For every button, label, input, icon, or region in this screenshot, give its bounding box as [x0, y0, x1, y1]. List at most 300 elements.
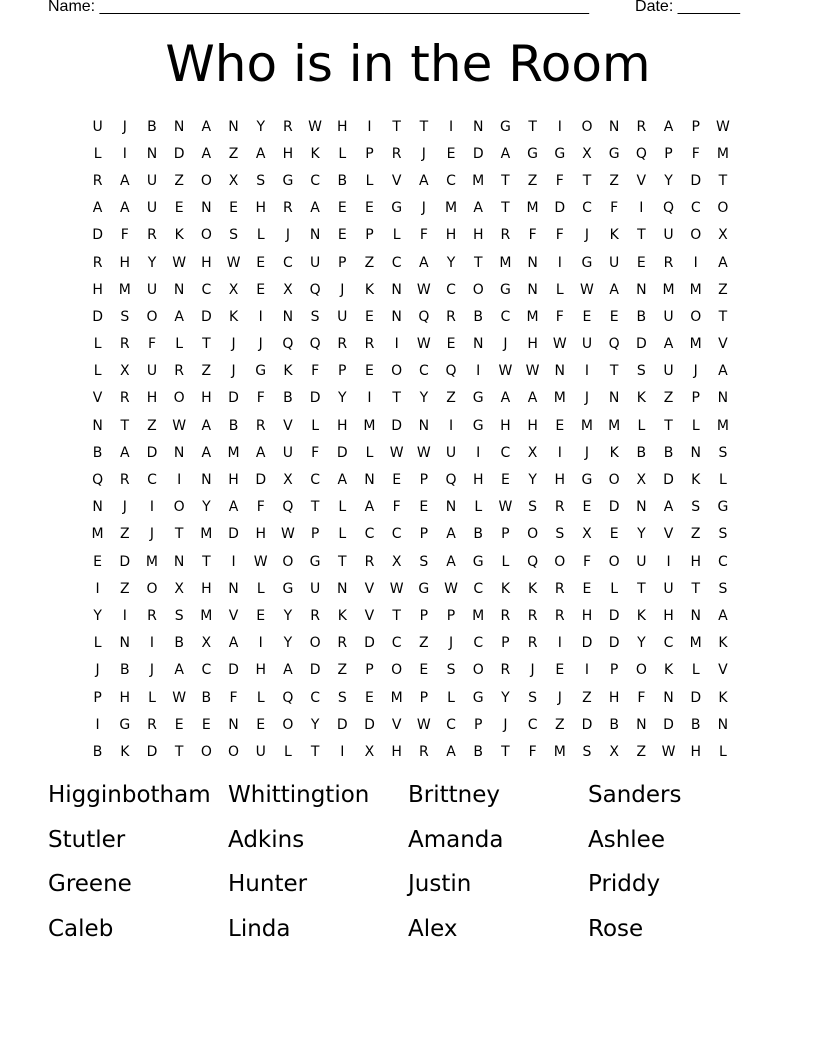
- word-list-item: Alex: [408, 915, 458, 942]
- grid-letter: J: [231, 336, 236, 353]
- grid-letter: H: [337, 417, 348, 434]
- grid-letter: C: [418, 363, 429, 380]
- grid-letter: S: [718, 444, 728, 461]
- grid-letter: S: [528, 689, 538, 706]
- grid-letter: Y: [338, 390, 347, 407]
- grid-letter: Z: [636, 743, 647, 760]
- grid-letter: I: [149, 499, 155, 516]
- grid-letter: R: [554, 499, 565, 516]
- word-list-item: Hunter: [228, 871, 308, 897]
- grid-letter: C: [582, 200, 592, 217]
- grid-letter: G: [581, 254, 593, 271]
- grid-letter: S: [174, 607, 184, 624]
- grid-letter: V: [228, 607, 239, 624]
- grid-letter: K: [528, 580, 538, 597]
- grid-letter: K: [364, 281, 375, 298]
- grid-letter: K: [636, 607, 646, 624]
- grid-letter: K: [120, 743, 130, 760]
- grid-letter: E: [419, 662, 429, 679]
- grid-letter: D: [336, 716, 348, 733]
- grid-letter: E: [582, 308, 592, 325]
- grid-letter: H: [581, 607, 593, 624]
- grid-letter: N: [527, 254, 538, 271]
- grid-letter: N: [608, 118, 620, 135]
- grid-letter: I: [448, 118, 454, 135]
- grid-letter: C: [690, 200, 701, 217]
- grid-letter: B: [119, 662, 130, 679]
- grid-letter: L: [719, 472, 727, 489]
- grid-letter: J: [149, 526, 155, 543]
- grid-letter: U: [146, 200, 158, 217]
- grid-letter: R: [446, 308, 456, 325]
- grid-letter: D: [309, 390, 321, 407]
- grid-letter: S: [419, 553, 429, 570]
- grid-letter: E: [582, 580, 592, 597]
- grid-letter: U: [146, 363, 158, 380]
- grid-letter: I: [122, 607, 127, 624]
- grid-letter: K: [718, 689, 728, 706]
- grid-letter: R: [119, 336, 130, 353]
- grid-letter: A: [663, 336, 674, 353]
- grid-letter: R: [174, 363, 185, 380]
- grid-letter: M: [526, 308, 539, 325]
- grid-letter: S: [310, 308, 320, 325]
- grid-letter: P: [473, 716, 483, 733]
- grid-letter: G: [391, 200, 403, 217]
- grid-letter: A: [255, 145, 266, 162]
- grid-letter: Z: [174, 172, 184, 189]
- grid-letter: T: [664, 417, 673, 434]
- grid-letter: I: [367, 390, 372, 407]
- grid-letter: M: [689, 336, 702, 353]
- grid-letter: E: [555, 662, 565, 679]
- grid-letter: U: [92, 118, 103, 135]
- grid-letter: U: [445, 444, 457, 461]
- grid-letter: O: [173, 390, 185, 407]
- grid-letter: H: [554, 472, 566, 489]
- grid-letter: L: [148, 689, 156, 706]
- grid-letter: U: [581, 336, 593, 353]
- grid-letter: K: [718, 635, 728, 652]
- grid-letter: C: [391, 635, 402, 652]
- grid-letter: G: [418, 580, 430, 597]
- grid-letter: I: [557, 635, 562, 652]
- grid-letter: Z: [419, 635, 429, 652]
- grid-letter: W: [715, 118, 730, 135]
- grid-letter: I: [177, 472, 182, 489]
- grid-letter: E: [582, 499, 592, 516]
- grid-letter: R: [500, 662, 511, 679]
- grid-letter: S: [582, 743, 592, 760]
- word-list-item: Caleb: [48, 915, 114, 942]
- grid-letter: P: [664, 145, 673, 162]
- grid-letter: E: [174, 200, 184, 217]
- grid-letter: D: [336, 444, 348, 461]
- grid-letter: I: [584, 662, 590, 679]
- grid-letter: W: [389, 444, 404, 461]
- grid-letter: Y: [637, 526, 646, 543]
- grid-letter: I: [95, 580, 100, 597]
- grid-letter: P: [338, 254, 347, 271]
- grid-letter: S: [446, 662, 456, 679]
- grid-letter: Q: [309, 336, 321, 353]
- grid-letter: G: [282, 172, 294, 189]
- grid-letter: M: [472, 607, 485, 624]
- grid-letter: J: [122, 499, 127, 516]
- grid-letter: J: [149, 662, 155, 679]
- grid-letter: U: [636, 553, 647, 570]
- grid-letter: B: [92, 743, 103, 760]
- grid-letter: T: [174, 743, 184, 760]
- grid-letter: W: [416, 716, 431, 733]
- grid-letter: I: [258, 635, 263, 652]
- grid-letter: S: [718, 526, 728, 543]
- grid-letter: F: [229, 689, 238, 706]
- grid-letter: O: [717, 200, 729, 217]
- grid-letter: F: [691, 145, 700, 162]
- grid-letter: R: [364, 336, 375, 353]
- grid-letter: A: [228, 499, 239, 516]
- grid-letter: A: [337, 472, 348, 489]
- grid-letter: Q: [445, 363, 457, 380]
- grid-letter: T: [310, 743, 320, 760]
- grid-letter: M: [499, 254, 512, 271]
- grid-letter: M: [716, 417, 729, 434]
- grid-letter: Y: [310, 716, 320, 733]
- grid-letter: E: [636, 254, 646, 271]
- grid-letter: A: [201, 145, 212, 162]
- grid-letter: Q: [282, 336, 294, 353]
- grid-letter: D: [228, 390, 239, 407]
- grid-letter: V: [663, 526, 674, 543]
- grid-letter: R: [337, 336, 348, 353]
- grid-letter: W: [226, 254, 241, 271]
- grid-letter: R: [283, 118, 293, 135]
- grid-letter: F: [555, 227, 564, 244]
- grid-letter: A: [419, 254, 429, 271]
- grid-letter: O: [282, 716, 294, 733]
- grid-letter: Y: [256, 118, 265, 135]
- word-list-item: Linda: [228, 915, 291, 942]
- grid-letter: T: [392, 607, 401, 624]
- grid-letter: D: [228, 526, 239, 543]
- grid-letter: D: [663, 716, 674, 733]
- word-list-item: Whittingtion: [228, 782, 370, 808]
- grid-letter: L: [365, 444, 374, 461]
- grid-letter: A: [119, 172, 130, 189]
- grid-letter: Z: [201, 363, 212, 380]
- grid-letter: T: [582, 172, 592, 189]
- grid-letter: R: [147, 607, 157, 624]
- grid-letter: P: [338, 363, 347, 380]
- grid-letter: R: [364, 553, 375, 570]
- grid-letter: D: [554, 200, 566, 217]
- grid-letter: E: [419, 499, 429, 516]
- grid-letter: Z: [718, 281, 728, 298]
- grid-letter: I: [557, 254, 562, 271]
- grid-letter: L: [256, 227, 265, 244]
- grid-letter: M: [227, 444, 240, 461]
- grid-letter: E: [365, 363, 374, 380]
- grid-letter: R: [310, 607, 320, 624]
- grid-letter: D: [309, 662, 321, 679]
- grid-letter: I: [557, 118, 562, 135]
- grid-letter: T: [202, 336, 211, 353]
- grid-letter: D: [608, 607, 620, 624]
- grid-letter: Z: [609, 172, 619, 189]
- grid-letter: A: [663, 118, 674, 135]
- grid-letter: M: [145, 553, 159, 570]
- grid-letter: N: [92, 417, 103, 434]
- grid-letter: H: [337, 118, 348, 135]
- grid-letter: W: [416, 444, 431, 461]
- grid-letter: D: [608, 499, 620, 516]
- grid-letter: W: [172, 254, 187, 271]
- grid-letter: P: [365, 227, 374, 244]
- grid-letter: W: [280, 526, 295, 543]
- grid-letter: C: [446, 281, 456, 298]
- grid-letter: L: [691, 417, 700, 434]
- grid-letter: T: [473, 254, 483, 271]
- grid-letter: M: [200, 526, 213, 543]
- grid-letter: P: [501, 635, 510, 652]
- grid-letter: M: [118, 281, 131, 298]
- grid-letter: W: [661, 743, 676, 760]
- grid-letter: N: [472, 118, 484, 135]
- grid-letter: E: [500, 472, 510, 489]
- grid-letter: D: [200, 308, 212, 325]
- grid-letter: R: [636, 118, 647, 135]
- grid-letter: Z: [690, 526, 701, 543]
- grid-letter: D: [92, 308, 103, 325]
- grid-letter: J: [421, 145, 426, 162]
- grid-letter: H: [201, 580, 212, 597]
- grid-letter: M: [580, 417, 594, 434]
- grid-letter: J: [584, 444, 590, 461]
- grid-letter: H: [663, 607, 674, 624]
- grid-letter: B: [174, 635, 184, 652]
- grid-letter: P: [419, 526, 429, 543]
- grid-letter: S: [337, 689, 347, 706]
- grid-letter: M: [472, 172, 485, 189]
- grid-letter: D: [391, 417, 403, 434]
- grid-letter: C: [310, 472, 320, 489]
- grid-letter: L: [93, 336, 102, 353]
- grid-letter: B: [663, 444, 674, 461]
- grid-letter: K: [228, 308, 239, 325]
- grid-letter: J: [95, 662, 100, 679]
- grid-letter: D: [364, 716, 375, 733]
- grid-letter: Y: [147, 254, 157, 271]
- grid-letter: H: [472, 472, 484, 489]
- grid-letter: R: [147, 227, 157, 244]
- page-header: [48, 0, 740, 20]
- grid-letter: T: [419, 118, 429, 135]
- grid-letter: E: [392, 472, 402, 489]
- grid-letter: X: [391, 553, 402, 570]
- grid-letter: W: [498, 499, 513, 516]
- grid-letter: R: [527, 607, 538, 624]
- word-list-item: Justin: [408, 871, 472, 897]
- grid-letter: R: [337, 635, 348, 652]
- grid-letter: X: [201, 635, 212, 652]
- grid-letter: T: [501, 743, 510, 760]
- grid-letter: K: [283, 363, 293, 380]
- grid-letter: X: [527, 444, 538, 461]
- grid-letter: O: [200, 743, 212, 760]
- grid-letter: H: [445, 227, 457, 244]
- grid-letter: L: [365, 172, 374, 189]
- grid-letter: G: [499, 281, 511, 298]
- grid-letter: H: [690, 743, 701, 760]
- grid-letter: M: [716, 145, 729, 162]
- grid-letter: R: [527, 635, 538, 652]
- grid-letter: F: [528, 227, 537, 244]
- grid-letter: V: [364, 607, 375, 624]
- word-list-item: Brittney: [408, 782, 500, 808]
- grid-letter: K: [609, 227, 619, 244]
- grid-letter: O: [690, 227, 702, 244]
- grid-letter: O: [527, 526, 539, 543]
- grid-letter: P: [93, 689, 102, 706]
- grid-letter: W: [416, 336, 431, 353]
- grid-letter: Y: [93, 607, 102, 624]
- grid-letter: B: [690, 716, 701, 733]
- grid-letter: R: [119, 472, 130, 489]
- grid-letter: R: [147, 716, 157, 733]
- grid-letter: F: [610, 200, 619, 217]
- grid-letter: S: [120, 308, 130, 325]
- grid-letter: U: [255, 743, 266, 760]
- grid-letter: K: [174, 227, 184, 244]
- grid-letter: I: [122, 145, 127, 162]
- grid-letter: G: [608, 145, 620, 162]
- grid-letter: B: [473, 526, 484, 543]
- grid-letter: L: [474, 499, 483, 516]
- grid-letter: B: [283, 390, 293, 407]
- grid-letter: E: [256, 254, 266, 271]
- grid-letter: I: [557, 444, 562, 461]
- word-list-item: Amanda: [408, 826, 504, 853]
- grid-letter: U: [663, 308, 674, 325]
- grid-letter: A: [446, 553, 456, 570]
- grid-letter: H: [608, 689, 620, 706]
- grid-letter: R: [92, 254, 103, 271]
- grid-letter: I: [340, 743, 345, 760]
- grid-letter: Q: [282, 689, 294, 706]
- grid-letter: J: [340, 281, 345, 298]
- grid-letter: C: [446, 716, 456, 733]
- grid-letter: G: [472, 689, 484, 706]
- grid-letter: Y: [419, 390, 429, 407]
- grid-letter: N: [636, 281, 647, 298]
- grid-letter: N: [690, 607, 701, 624]
- grid-letter: J: [285, 227, 290, 244]
- grid-letter: X: [718, 227, 728, 244]
- grid-letter: O: [391, 662, 403, 679]
- grid-letter: M: [526, 200, 539, 217]
- grid-letter: H: [119, 254, 131, 271]
- grid-letter: N: [201, 200, 212, 217]
- grid-letter: N: [228, 580, 239, 597]
- grid-letter: A: [92, 200, 103, 217]
- grid-letter: I: [476, 444, 481, 461]
- grid-letter: F: [120, 227, 129, 244]
- grid-letter: I: [639, 200, 644, 217]
- grid-letter: H: [527, 336, 538, 353]
- grid-letter: G: [581, 472, 593, 489]
- page-title: Who is in the Room: [165, 35, 651, 93]
- grid-letter: B: [147, 118, 157, 135]
- grid-letter: Q: [418, 308, 430, 325]
- grid-letter: G: [472, 390, 484, 407]
- grid-letter: T: [338, 553, 347, 570]
- grid-letter: U: [146, 172, 158, 189]
- grid-letter: W: [172, 689, 187, 706]
- grid-letter: I: [476, 363, 481, 380]
- grid-letter: G: [554, 145, 566, 162]
- grid-letter: T: [501, 172, 510, 189]
- grid-letter: D: [146, 444, 158, 461]
- grid-letter: M: [662, 281, 675, 298]
- grid-letter: E: [365, 308, 374, 325]
- grid-letter: O: [690, 308, 702, 325]
- grid-letter: E: [365, 200, 374, 217]
- grid-letter: R: [554, 607, 565, 624]
- grid-letter: Q: [635, 145, 647, 162]
- grid-letter: C: [147, 472, 157, 489]
- grid-letter: D: [608, 635, 620, 652]
- grid-letter: K: [310, 145, 320, 162]
- grid-letter: J: [503, 336, 508, 353]
- grid-letter: V: [92, 390, 103, 407]
- grid-letter: J: [530, 662, 535, 679]
- grid-letter: D: [472, 145, 484, 162]
- grid-letter: A: [718, 254, 728, 271]
- grid-letter: M: [689, 281, 702, 298]
- word-list-item: Sanders: [588, 782, 682, 808]
- grid-letter: L: [610, 580, 619, 597]
- grid-letter: Z: [446, 390, 456, 407]
- grid-letter: N: [636, 499, 647, 516]
- grid-letter: G: [472, 417, 484, 434]
- grid-letter: A: [500, 390, 511, 407]
- grid-letter: N: [472, 336, 484, 353]
- grid-letter: L: [284, 743, 292, 760]
- grid-letter: A: [718, 607, 728, 624]
- grid-letter: U: [663, 363, 674, 380]
- grid-letter: R: [418, 743, 429, 760]
- grid-letter: A: [419, 172, 429, 189]
- grid-letter: Z: [119, 526, 130, 543]
- grid-letter: N: [173, 281, 185, 298]
- grid-letter: D: [146, 743, 158, 760]
- grid-letter: U: [663, 227, 674, 244]
- grid-letter: O: [200, 172, 212, 189]
- grid-letter: E: [174, 716, 184, 733]
- grid-letter: K: [609, 444, 619, 461]
- word-list-item: Stutler: [48, 826, 126, 853]
- grid-letter: W: [308, 118, 323, 135]
- grid-letter: F: [555, 172, 564, 189]
- grid-letter: N: [173, 118, 185, 135]
- grid-letter: F: [419, 227, 428, 244]
- grid-letter: W: [172, 417, 187, 434]
- grid-letter: N: [445, 499, 457, 516]
- grid-letter: G: [499, 118, 511, 135]
- grid-letter: H: [255, 526, 266, 543]
- grid-letter: X: [228, 281, 239, 298]
